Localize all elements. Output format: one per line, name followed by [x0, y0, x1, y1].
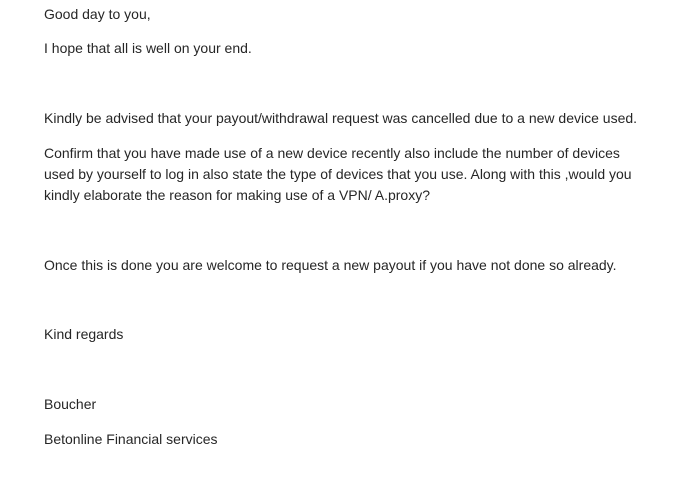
- followup-text: Once this is done you are welcome to request a new payout if you have not done so already.: [44, 257, 617, 273]
- confirmation-line-3: kindly elaborate the reason for making use of a VPN/ A.proxy?: [44, 187, 430, 203]
- closing-text: Kind regards: [44, 326, 124, 342]
- signature-company: Betonline Financial services: [44, 431, 218, 447]
- confirmation-request-paragraph: [44, 143, 659, 206]
- confirmation-line-2: used by yourself to log in also state the type of devices that you use. Along with this ,would you: [44, 166, 632, 182]
- wellbeing-text: I hope that all is well on your end.: [44, 40, 252, 56]
- signature-name: Boucher: [44, 396, 97, 412]
- cancellation-notice-text: Kindly be advised that your payout/withdrawal request was cancelled due to a new device used.: [44, 110, 638, 126]
- greeting-text: Good day to you,: [44, 6, 151, 22]
- confirmation-line-1: Confirm that you have made use of a new device recently also include the number of devices: [44, 145, 620, 161]
